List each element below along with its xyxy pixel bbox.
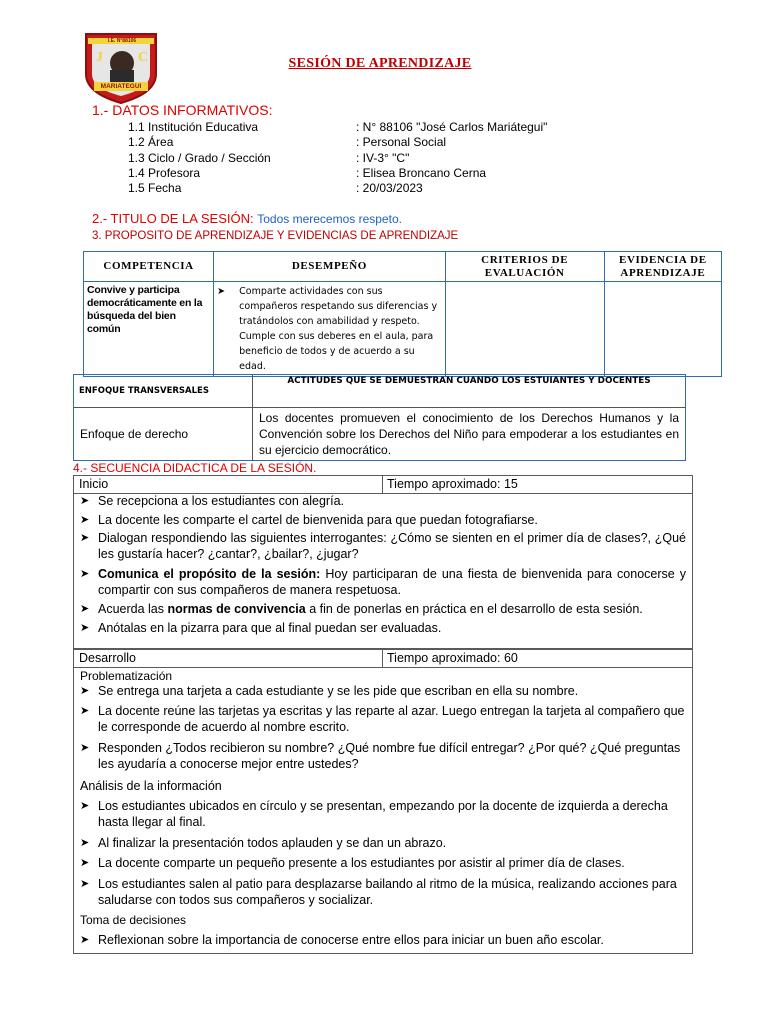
arrow-bullet-icon: ➤ — [80, 495, 90, 507]
list-item-text: Los estudiantes salen al patio para desplazarse bailando al ritmo de la música, realizando acciones para saludarse con todos sus compañeros y socializar. — [98, 877, 677, 907]
datos-value: : IV-3° "C" — [356, 151, 410, 165]
list-item — [80, 876, 686, 908]
list-item-text: La docente reúne las tarjetas ya escritas y las reparte al azar. Luego entregan la tarjeta al compañero que le corresponde de acuerdo al nombre escrito. — [98, 704, 685, 734]
logo-letter-c: C — [138, 50, 149, 65]
analisis-heading — [80, 778, 686, 794]
list-item — [80, 798, 686, 830]
arrow-bullet-icon: ➤ — [80, 603, 90, 615]
list-item-text: La docente comparte un pequeño presente a los estudiantes por asistir al primer día de clases. — [98, 856, 625, 870]
datos-heading: 1.- DATOS INFORMATIVOS: — [92, 102, 273, 118]
datos-row — [128, 120, 548, 135]
desempeno-cell — [214, 282, 445, 377]
arrow-bullet-icon: ➤ — [80, 705, 90, 717]
arrow-bullet-icon: ➤ — [80, 837, 90, 849]
arrow-bullet-icon: ➤ — [80, 514, 90, 526]
arrow-bullet-icon: ➤ — [217, 286, 226, 297]
titulo-line — [92, 211, 402, 226]
inicio-header — [74, 476, 692, 494]
normas-label: normas de convivencia — [167, 602, 306, 616]
datos-value: : 20/03/2023 — [356, 181, 423, 195]
desarrollo-label: Desarrollo — [79, 651, 136, 665]
desarrollo-header — [74, 650, 692, 668]
page-title: SESIÓN DE APRENDIZAJE — [288, 56, 472, 71]
enfoque-header-2: ACTITUDES QUE SE DEMUESTRAN CUANDO LOS ESTUIANTES Y DOCENTES — [287, 376, 651, 386]
logo-text-bottom: MARIATEGUI — [100, 83, 142, 90]
datos-key: 1.5 Fecha — [128, 181, 182, 195]
list-item-text: Reflexionan sobre la importancia de conocerse entre ellos para iniciar un buen año escolar. — [98, 933, 604, 947]
datos-row — [128, 166, 548, 181]
datos-row — [128, 181, 548, 196]
arrow-bullet-icon: ➤ — [80, 857, 90, 869]
arrow-bullet-icon: ➤ — [80, 622, 90, 634]
subheading: Análisis de la información — [80, 779, 222, 793]
list-item-text: Se entrega una tarjeta a cada estudiante y se les pide que escriban en ella su nombre. — [98, 684, 579, 698]
list-item — [80, 512, 686, 528]
arrow-bullet-icon: ➤ — [80, 878, 90, 890]
competencia-cell: Convive y participa democráticamente en la búsqueda del bien común — [84, 282, 214, 377]
list-item-text: Al finalizar la presentación todos aplauden y se dan un abrazo. — [98, 836, 447, 850]
enfoque-text: Los docentes promueven el conocimiento de los Derechos Humanos y la Convención sobre los Derechos del Niño para empoderar a los estudiantes en su ejercicio democrático. — [259, 411, 679, 457]
list-item — [80, 740, 686, 772]
datos-key: 1.1 Institución Educativa — [128, 120, 259, 134]
proposito-label: Comunica el propósito de la sesión: — [98, 567, 326, 581]
subheading: Problematización — [80, 669, 173, 683]
datos-row — [128, 135, 548, 150]
enfoque-name: Enfoque de derecho — [74, 408, 253, 461]
list-item-text: Los estudiantes ubicados en círculo y se presentan, empezando por la docente de izquierda a derecha hasta llegar al final. — [98, 799, 668, 829]
col-desempeno: DESEMPEÑO — [214, 252, 445, 282]
arrow-bullet-icon: ➤ — [80, 742, 90, 754]
desarrollo-divider — [382, 650, 383, 667]
arrow-bullet-icon: ➤ — [80, 532, 90, 544]
datos-key: 1.3 Ciclo / Grado / Sección — [128, 151, 271, 165]
toma-heading — [80, 912, 686, 928]
arrow-bullet-icon: ➤ — [80, 568, 90, 580]
proposito-heading: 3. PROPOSITO DE APRENDIZAJE Y EVIDENCIAS DE APRENDIZAJE — [92, 230, 459, 242]
datos-row — [128, 151, 548, 166]
secuencia-heading: 4.- SECUENCIA DIDACTICA DE LA SESIÓN. — [73, 461, 317, 475]
list-item — [80, 683, 686, 699]
list-item-text: La docente les comparte el cartel de bienvenida para que puedan fotografiarse. — [98, 513, 538, 527]
list-item — [80, 566, 686, 598]
list-item — [80, 703, 686, 735]
titulo-value: Todos merecemos respeto. — [257, 212, 402, 226]
desempeno-text: Comparte actividades con sus compañeros respetando sus diferencias y tratándolos con amabilidad y respeto. Cumple con sus deberes en el aula, para beneficio de todos y de acuerdo a su edad. — [239, 286, 438, 372]
list-item — [80, 835, 686, 851]
datos-value: : N° 88106 "José Carlos Mariátegui" — [356, 120, 548, 134]
list-item-text: Hoy participaran de una fiesta de bienvenida para conocerse y compartir con sus compañeros de manera respetuosa. — [98, 567, 686, 597]
col-criterios: CRITERIOS DE EVALUACIÓN — [445, 252, 604, 282]
col-evidencia: EVIDENCIA DE APRENDIZAJE — [604, 252, 721, 282]
desarrollo-tiempo: Tiempo aproximado: 60 — [387, 651, 518, 665]
list-item-text: Dialogan respondiendo las siguientes interrogantes: ¿Cómo se sienten en el primer día de clases?, ¿Qué les gustaría hacer? ¿cantar?, ¿bailar?, ¿jugar? — [98, 531, 686, 561]
list-item — [80, 855, 686, 871]
list-item-text: Acuerda las — [98, 602, 168, 616]
datos-key: 1.4 Profesora — [128, 166, 201, 180]
criterios-cell — [445, 282, 604, 377]
list-item — [80, 932, 686, 948]
list-item-text: a fin de ponerlas en práctica en el desarrollo de esta sesión. — [309, 602, 643, 616]
list-item — [80, 620, 686, 636]
inicio-divider — [382, 476, 383, 493]
datos-key: 1.2 Área — [128, 135, 174, 149]
list-item — [80, 530, 686, 562]
list-item — [80, 601, 686, 617]
datos-value: : Personal Social — [356, 135, 447, 149]
inicio-label: Inicio — [79, 477, 109, 491]
logo-text-top: I.E. N°88106 — [107, 38, 137, 44]
arrow-bullet-icon: ➤ — [80, 685, 90, 697]
col-competencia: COMPETENCIA — [84, 252, 214, 282]
subheading: Toma de decisiones — [80, 913, 187, 927]
logo-letter-j: J — [96, 50, 103, 65]
list-item-text: Anótalas en la pizarra para que al final puedan ser evaluadas. — [98, 621, 442, 635]
list-item-text: Se recepciona a los estudiantes con alegría. — [98, 494, 344, 508]
evidencia-cell — [604, 282, 721, 377]
arrow-bullet-icon: ➤ — [80, 800, 90, 812]
school-logo — [82, 30, 160, 104]
list-item-text: Responden ¿Todos recibieron su nombre? ¿Qué nombre fue difícil entregar? ¿Por qué? ¿Qué preguntas les ayudaría a conocerse mejor entre ustedes? — [98, 741, 681, 771]
proposito-table — [83, 251, 722, 377]
titulo-label: 2.- TITULO DE LA SESIÓN: — [92, 211, 254, 226]
enfoque-table — [73, 374, 686, 461]
datos-value: : Elisea Broncano Cerna — [356, 166, 487, 180]
arrow-bullet-icon: ➤ — [80, 934, 90, 946]
enfoque-header-1: ENFOQUE TRANSVERSALES — [74, 375, 253, 408]
list-item — [80, 493, 686, 509]
problematizacion-heading — [80, 668, 686, 684]
inicio-tiempo: Tiempo aproximado: 15 — [387, 477, 518, 491]
